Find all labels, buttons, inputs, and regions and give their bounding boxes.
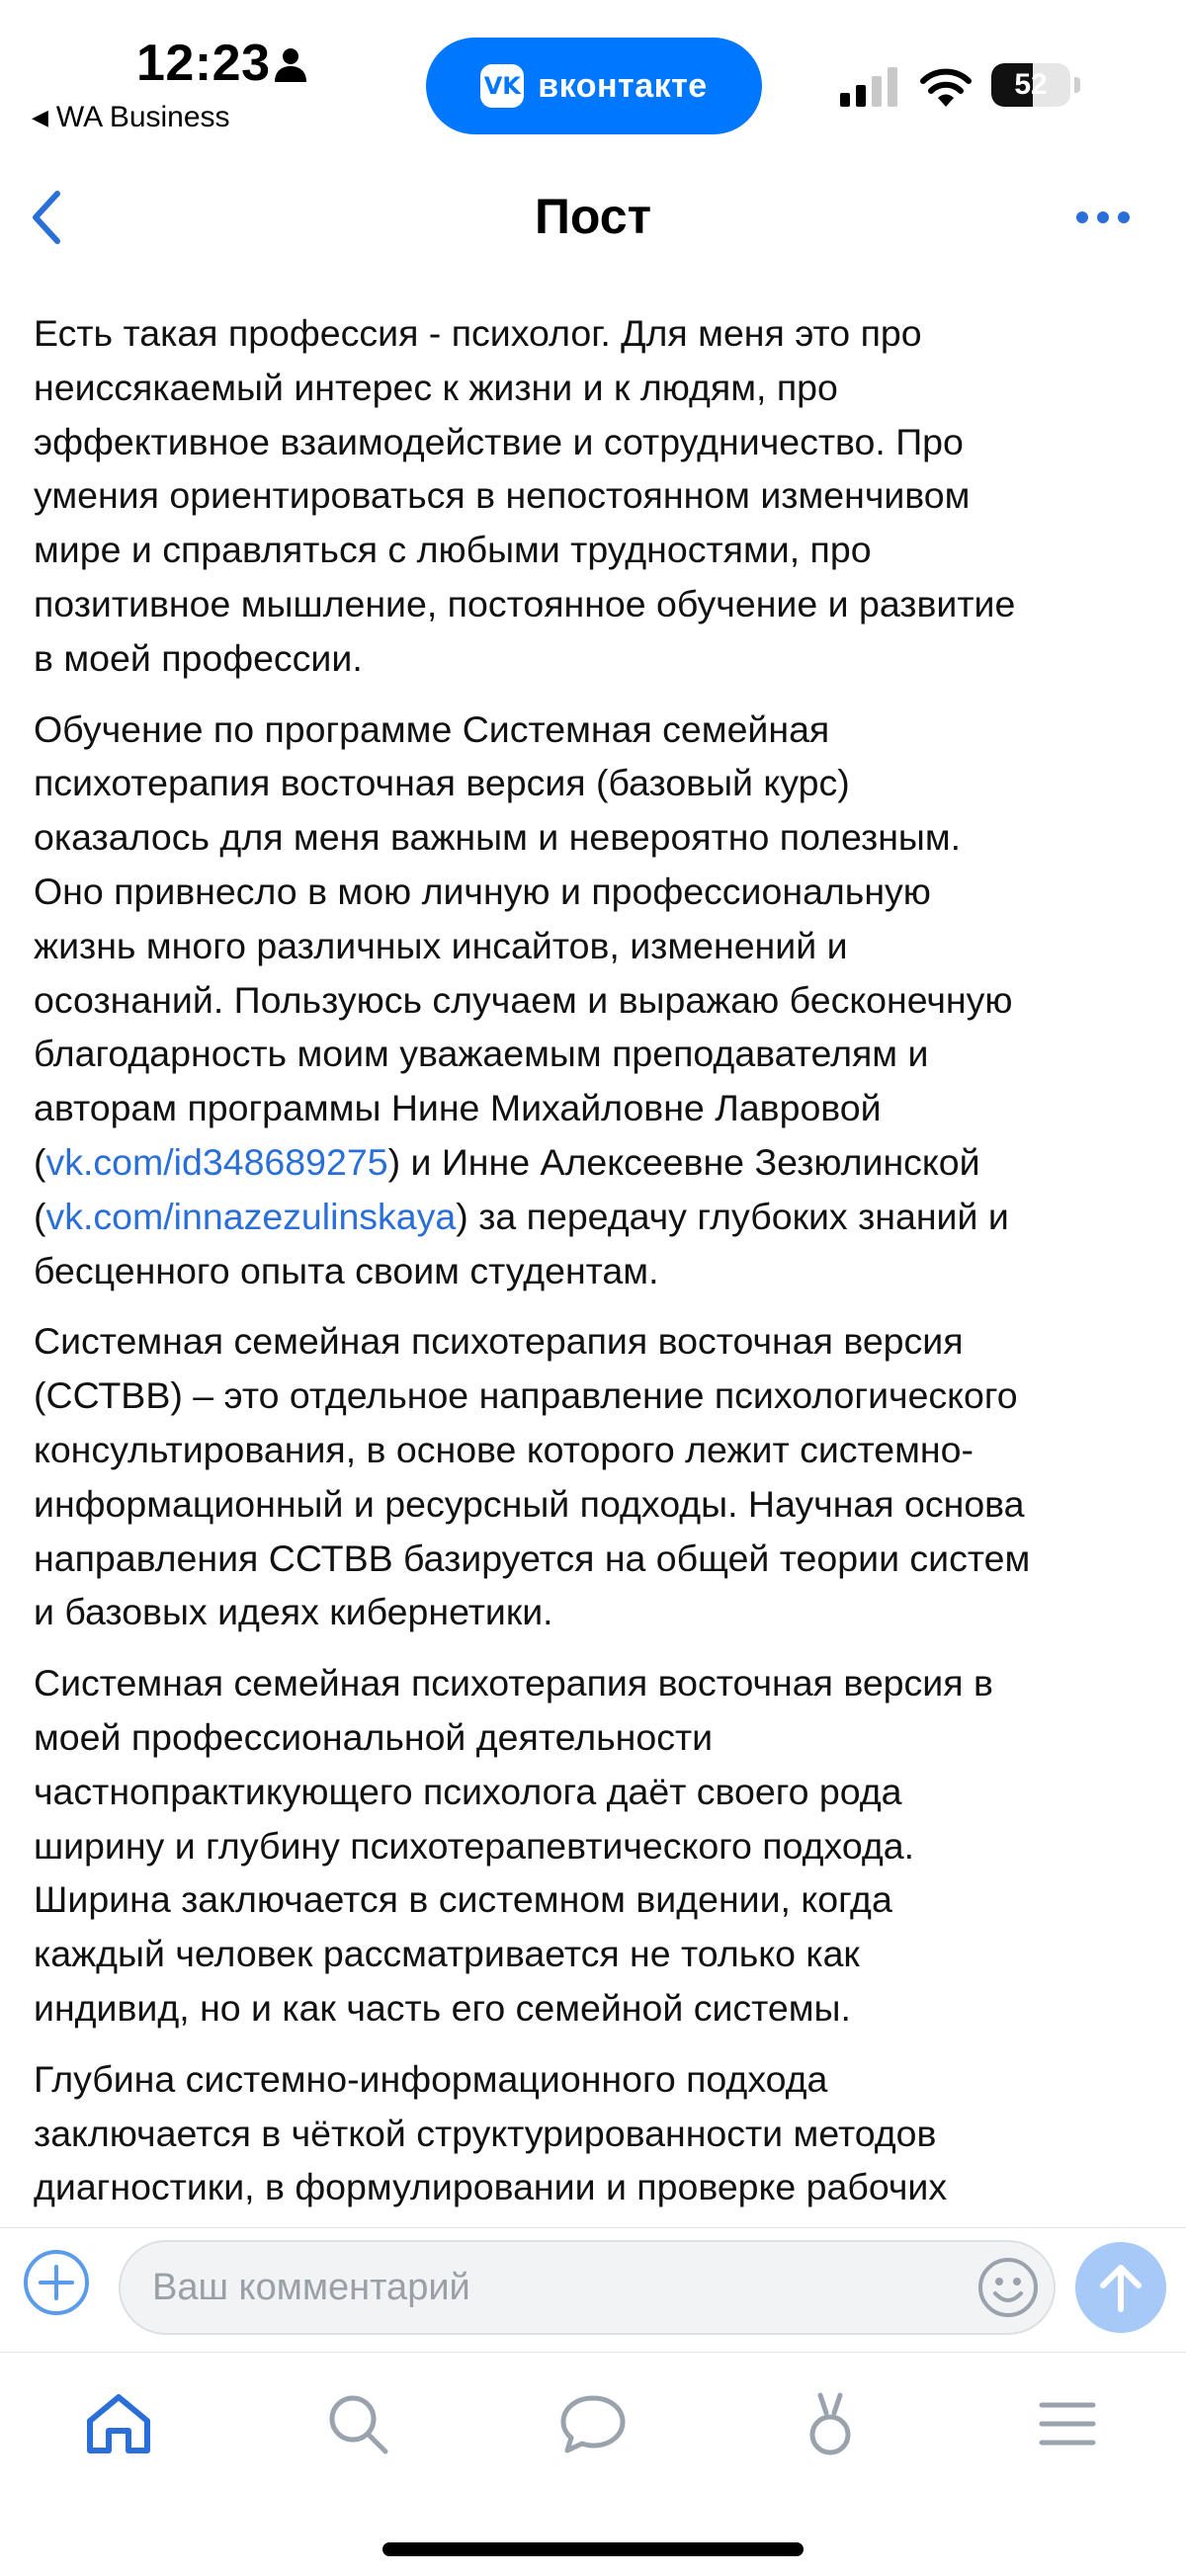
post-paragraph-4: Системная семейная психотерапия восточная версия в моей профессиональной деятельности частнопрактикующего психолога даёт своего рода ширину и глубину психотерапевтического подхода. Ширина заключается в системном видении, когда каждый человек рассматривается не только как индивид, но и как часть его семейной системы. bbox=[34, 1662, 993, 2029]
back-triangle-icon: ◀ bbox=[32, 105, 48, 129]
post-paragraph-1: Есть такая профессия - психолог. Для меня это про неиссякаемый интерес к жизни и к людям, про эффективное взаимодействие и сотрудничество. Про умения ориентироваться в непостоянном изменчивом мире и справляться с любыми трудностями, про позитивное мышление, постоянное обучение и развитие в моей профессии. bbox=[34, 312, 1016, 679]
more-dots-icon[interactable] bbox=[1075, 209, 1131, 225]
vk-app-name: вконтакте bbox=[538, 66, 708, 105]
back-to-app-link[interactable] bbox=[32, 101, 230, 134]
tab-search[interactable] bbox=[318, 2384, 397, 2463]
battery-icon bbox=[991, 63, 1070, 107]
tab-clips[interactable] bbox=[791, 2384, 870, 2463]
emoji-icon[interactable] bbox=[976, 2256, 1040, 2319]
status-time: 12:23 bbox=[136, 35, 271, 92]
tab-messages[interactable] bbox=[553, 2384, 633, 2463]
arrow-up-icon bbox=[1097, 2262, 1144, 2313]
cellular-signal-icon bbox=[840, 67, 899, 107]
wifi-icon bbox=[919, 63, 973, 107]
post-body bbox=[34, 306, 1160, 2208]
post-paragraph-3: Системная семейная психотерапия восточная версия (ССТВВ) – это отдельное направление психологического консультирования, в основе которого лежит системно- информационный и ресурсный подходы. Научная основа направления ССТВВ базируется на общей теории систем и базовых идеях кибернетики. bbox=[34, 1320, 1031, 1633]
plus-circle-icon[interactable] bbox=[22, 2248, 91, 2317]
clips-icon bbox=[801, 2389, 860, 2458]
vk-app-pill[interactable] bbox=[426, 38, 762, 134]
vk-logo-icon: VK bbox=[480, 64, 524, 108]
send-button[interactable] bbox=[1075, 2242, 1166, 2333]
comment-input[interactable] bbox=[119, 2240, 1056, 2335]
back-app-label: WA Business bbox=[55, 101, 230, 133]
profile-link-lavrova[interactable]: vk.com/id348689275 bbox=[45, 1140, 388, 1183]
menu-icon bbox=[1038, 2399, 1097, 2449]
post-paragraph-2 bbox=[34, 703, 1160, 1298]
post-paragraph-2-part-c: ) за передачу глубоких знаний и бесценного опыта своим студентам. bbox=[34, 1195, 1009, 1291]
comment-bar bbox=[0, 2227, 1186, 2352]
search-icon bbox=[326, 2392, 389, 2455]
post-paragraph-5: Глубина системно-информационного подхода заключается в чёткой структурированности методов диагностики, в формулировании и проверке рабочих bbox=[34, 2057, 948, 2208]
post-paragraph-2-part-a: Обучение по программе Системная семейная психотерапия восточная версия (базовый курс) оказалось для меня важным и невероятно полезным. Оно привнесло в мою личную и профессиональную жизнь много различных инсайтов, изменений и осознаний. Пользуюсь случаем и выражаю бесконечную благодарность моим уважаемым преподавателям и авторам программы Нине Михайловне Лавровой ( bbox=[34, 707, 1013, 1183]
post-paragraph-2-part-b: ) и Инне Алексеевне Зезюлинской ( bbox=[34, 1140, 980, 1237]
tab-menu[interactable] bbox=[1028, 2384, 1107, 2463]
profile-link-zezulinskaya[interactable]: vk.com/innazezulinskaya bbox=[45, 1195, 457, 1237]
person-icon bbox=[274, 47, 307, 83]
battery-tip bbox=[1074, 77, 1080, 93]
home-icon bbox=[84, 2391, 153, 2456]
messages-icon bbox=[559, 2393, 627, 2454]
tab-home[interactable] bbox=[79, 2384, 158, 2463]
page-title: Пост bbox=[534, 189, 652, 244]
battery-percentage: 52 bbox=[1014, 68, 1048, 101]
tab-bar bbox=[0, 2352, 1186, 2576]
status-bar bbox=[0, 0, 1186, 148]
home-indicator bbox=[382, 2542, 804, 2556]
